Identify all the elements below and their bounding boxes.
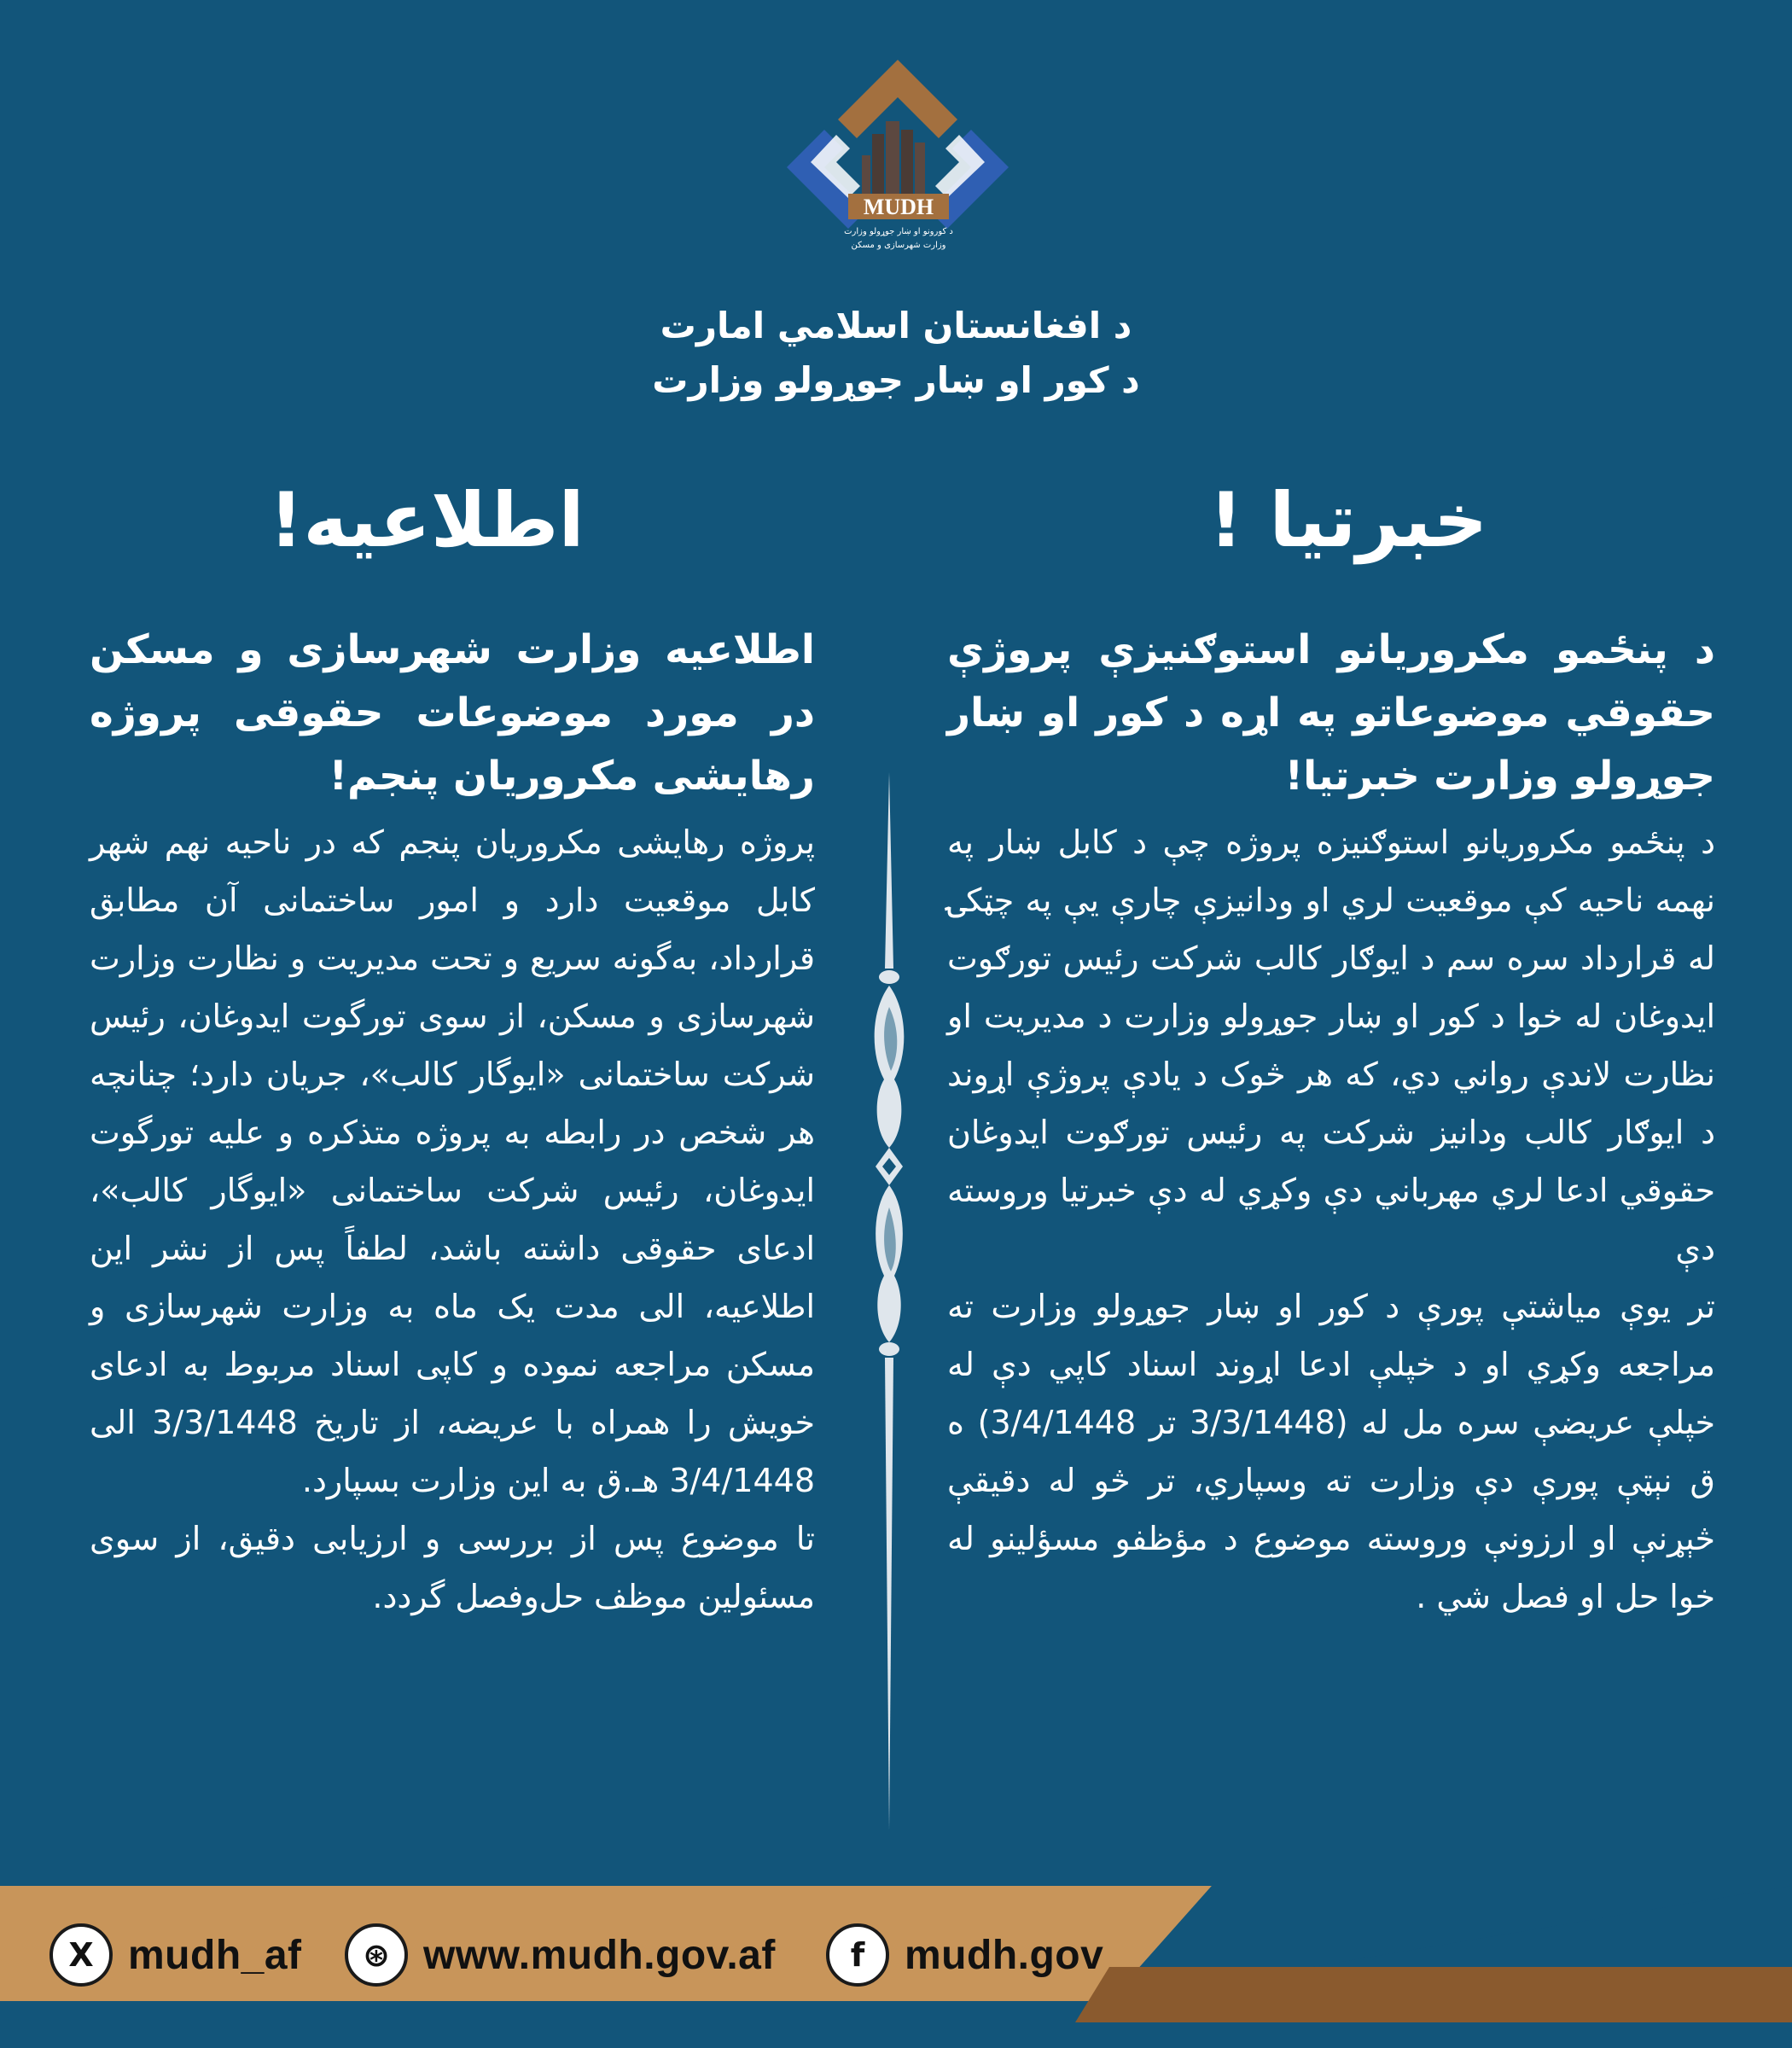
pashto-title: خبرتیا ! [1208,476,1488,564]
mudh-logo [787,53,1009,266]
pashto-column [947,619,1715,1626]
dari-title: اطلاعیه! [269,476,585,564]
svg-text:د کورونو او ښار جوړولو وزارت: د کورونو او ښار جوړولو وزارت [844,227,953,236]
svg-text:وزارت شهرسازی و مسکن: وزارت شهرسازی و مسکن [851,241,946,250]
facebook-handle[interactable]: mudh.gov [905,1932,1104,1978]
x-handle[interactable]: mudh_af [128,1932,302,1978]
pashto-body-2: تر یوې میاشتې پورې د کور او ښار جوړولو وزارت ته مراجعه وکړي او د خپلې ادعا اړوند اسناد کاپي دې له خپلې عریضې سره مل له (3/3/1448 تر 3/4/1448) ه ق نېټې پورې دې وزارت ته وسپاري، تر څو له دقیقې څېړنې او ارزونې وروسته موضوع د مؤظفو مسؤلینو له خوا حل او فصل شي . [947,1288,1715,1615]
dari-body-2: تا موضوع پس از بررسی و ارزیابی دقیق، از سوی مسئولین موظف حل‌وفصل گردد. [90,1520,815,1615]
svg-text:MUDH: MUDH [863,195,934,219]
ministry-header [0,299,1792,408]
ornamental-divider [865,772,913,1830]
header-line-2: د کور او ښار جوړولو وزارت [652,359,1140,401]
x-link[interactable] [49,1918,302,1992]
header-line-1: د افغانستان اسلامي امارت [660,305,1132,346]
dari-lead: اطلاعیه وزارت شهرسازی و مسکن در مورد موضوعات حقوقی پروژه رهایشی مکروریان پنجم! [90,626,815,800]
dari-body: پروژه رهایشی مکروریان پنجم که در ناحیه نهم شهر کابل موقعیت دارد و امور ساختمانی آن مطابق قرارداد، به‌گونه سریع و تحت مدیریت و نظارت وزارت شهرسازی و مسکن، از سوی تورگوت ایدوغان، رئیس شرکت ساختمانی «ایوگار کالب»، جریان دارد؛ چنانچه هر شخص در رابطه به پروژه متذکره و علیه تورگوت ایدوغان، رئیس شرکت ساختمانی «ایوگار کالب»، ادعای حقوقی داشته باشد، لطفاً پس از نشر این اطلاعیه، الی مدت یک ماه به وزارت شهرسازی و مسکن مراجعه نموده و کاپی اسناد مربوط به ادعای خویش را همراه با عریضه، از تاریخ 3/3/1448 الی 3/4/1448 هـ.ق به این وزارت بسپارد. [90,823,816,1499]
pashto-body: د پنځمو مکروریانو استوګنیزه پروژه چې د کابل ښار په نهمه ناحیه کې موقعیت لري او ودانیزې چارې یې په چټکۍ له قرارداد سره سم د ایوګار کالب شرکت رئیس تورګوت ایدوغان له خوا د کور او ښار جوړولو وزارت د مدیریت او نظارت لاندې رواني دي، که هر څوک د یادې پروژې اړوند د ایوګار کالب ودانیز شرکت په رئیس تورګوت ایدوغان حقوقي ادعا لري مهرباني دې وکړي له دې خبرتیا وروسته دې [947,823,1715,1267]
facebook-icon: f [826,1923,889,1987]
facebook-link[interactable] [826,1918,1103,1992]
dari-column [90,619,815,1626]
globe-icon: ⊛ [345,1923,408,1987]
website-link[interactable] [345,1918,776,1992]
x-icon: X [49,1923,113,1987]
pashto-lead: د پنځمو مکروریانو استوګنیزې پروژې حقوقي موضوعاتو په اړه د کور او ښار جوړولو وزارت خبرتیا! [947,626,1715,800]
website-url[interactable]: www.mudh.gov.af [423,1932,776,1978]
